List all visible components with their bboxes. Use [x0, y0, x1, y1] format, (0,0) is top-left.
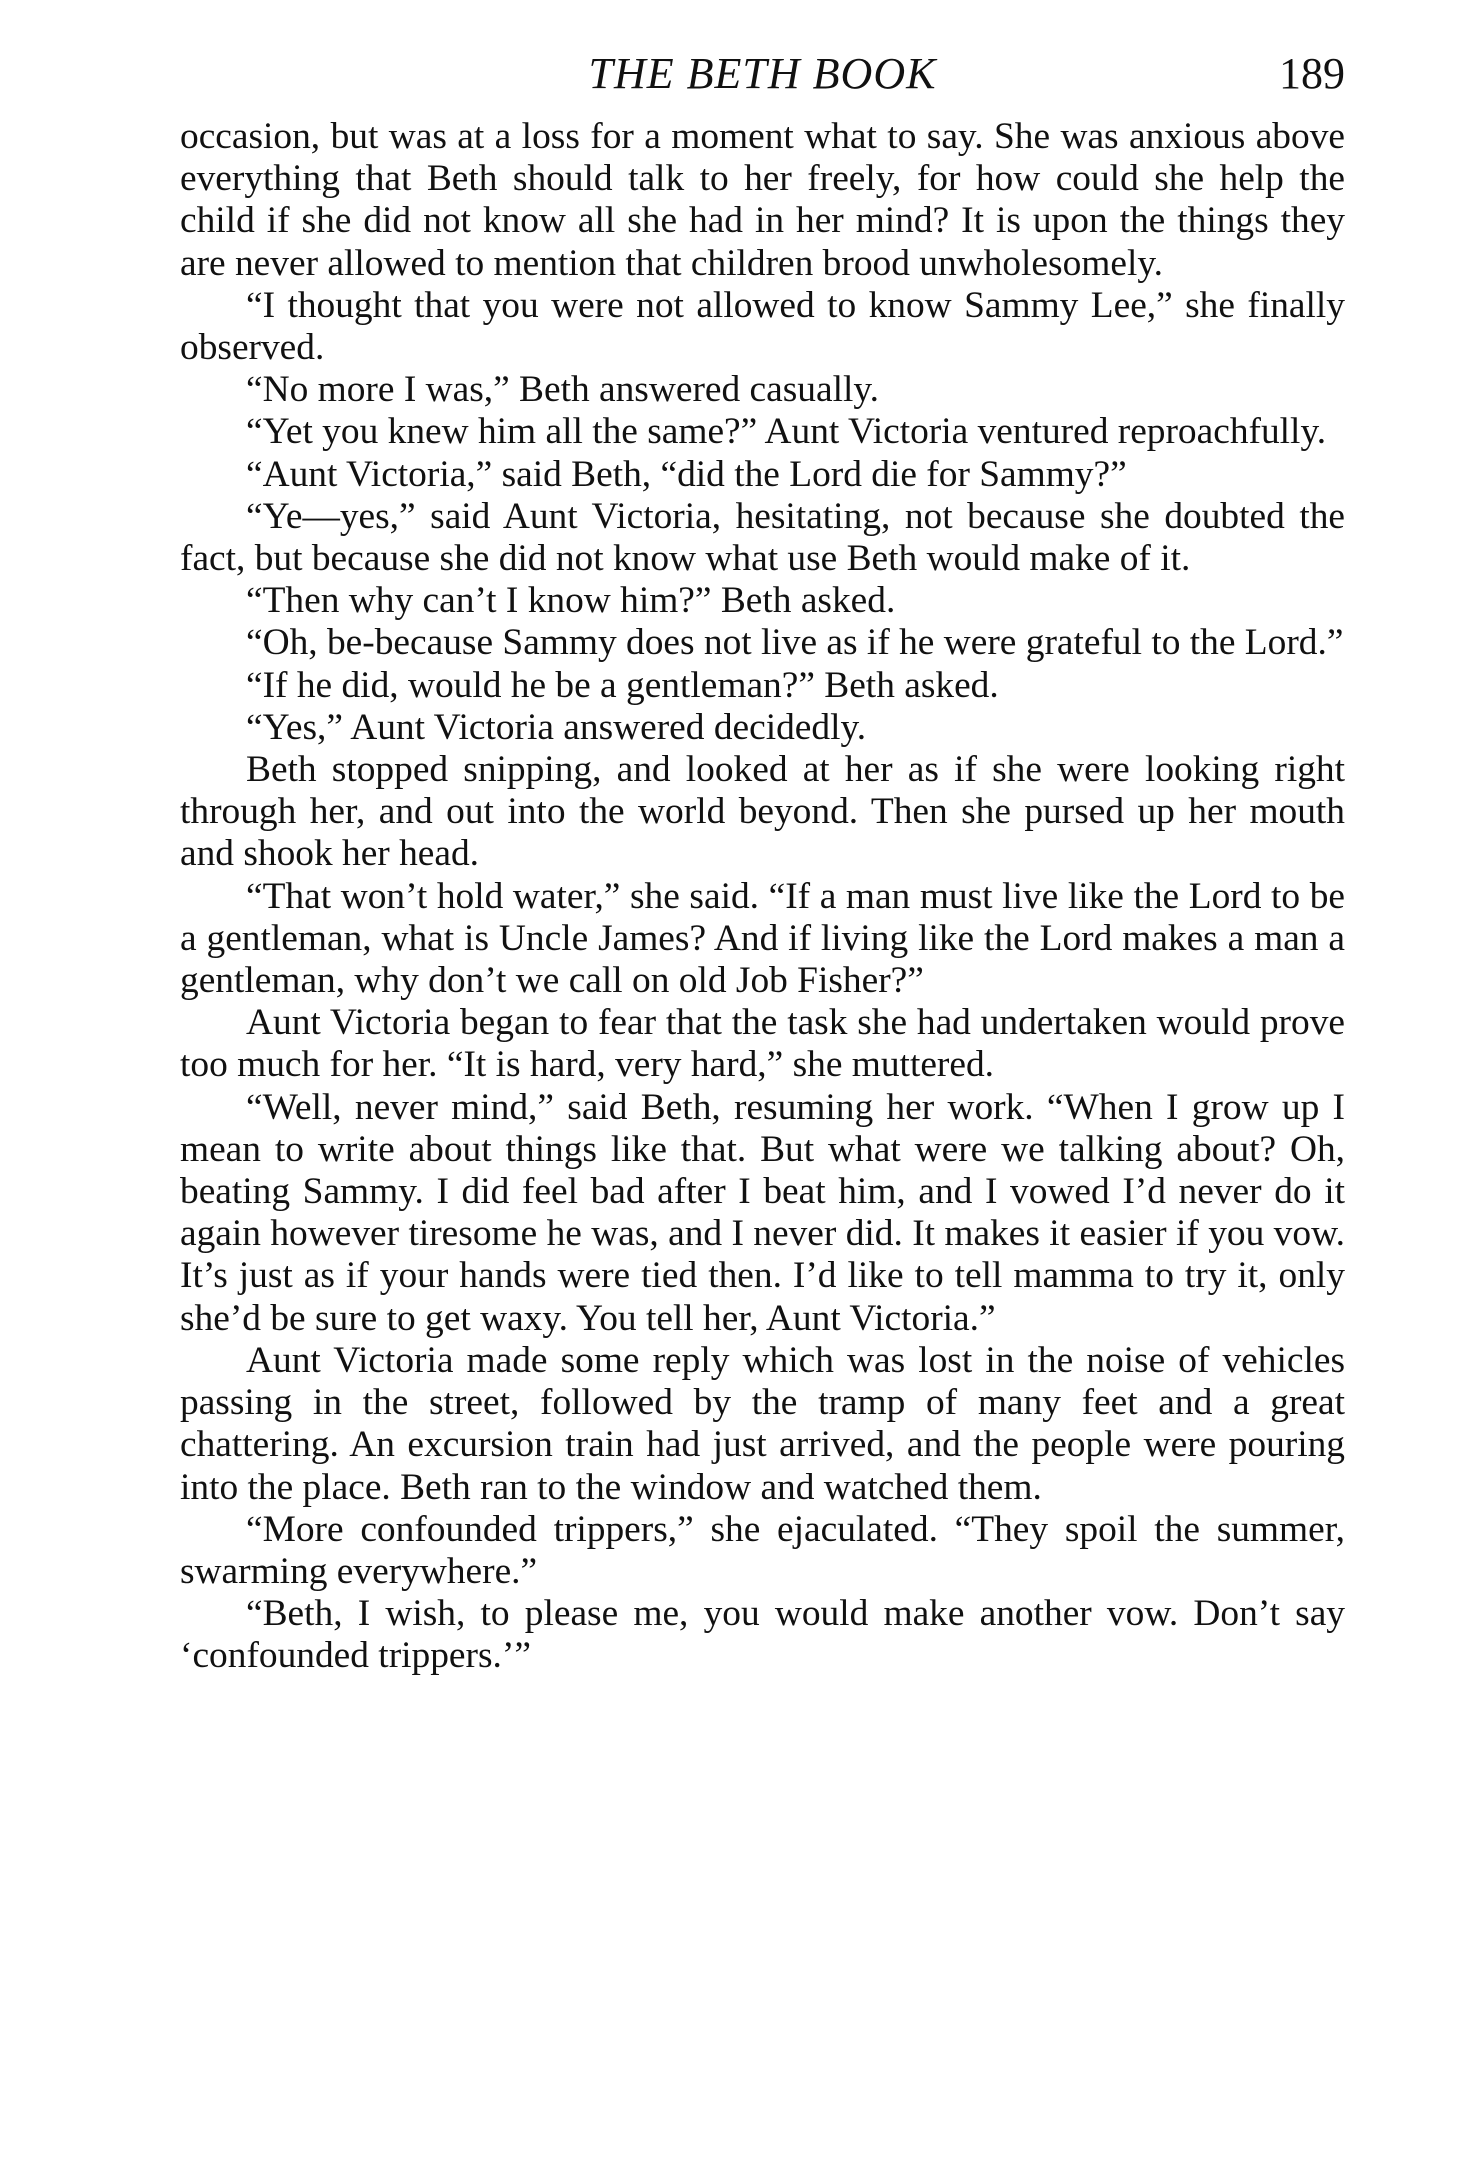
paragraph: “Well, never mind,” said Beth, resuming her work. “When I grow up I mean to write about things like that. But what were we talking about? Oh, beating Sammy. I did feel bad after I beat him, and I vowed I’d never do it again however tiresome he was, and I never did. It makes it easier if you vow. It’s just as if your hands were tied then. I’d like to tell mamma to try it, only she’d be sure to get waxy. You tell her, Aunt Victoria.”: [180, 1086, 1345, 1339]
paragraph: “Oh, be-because Sammy does not live as if he were grateful to the Lord.”: [246, 622, 1344, 664]
paragraph: “Ye—yes,” said Aunt Victoria, hesitating, not because she doubted the fact, but because she did not know what use Beth would make of it.: [180, 495, 1345, 580]
paragraph: Beth stopped snipping, and looked at her as if she were looking right through her, and out into the world beyond. Then she pursed up her mouth and shook her head.: [180, 749, 1345, 875]
running-head: [180, 44, 1345, 104]
paragraph: “I thought that you were not allowed to know Sammy Lee,” she finally observed.: [180, 284, 1345, 369]
paragraph: Aunt Victoria began to fear that the task she had undertaken would prove too much for her. “It is hard, very hard,” she muttered.: [180, 1002, 1345, 1086]
paragraph: “Beth, I wish, to please me, you would make another vow. Don’t say ‘confounded trippers.’”: [180, 1593, 1345, 1677]
paragraph: “Yes,” Aunt Victoria answered decidedly.: [246, 706, 867, 748]
paragraph: occasion, but was at a loss for a moment what to say. She was anxious above everything that Beth should talk to her freely, for how could she help the child if she did not know all she had in her mind? It is upon the things they are never allowed to mention that children brood unwholesomely.: [180, 116, 1345, 284]
paragraph: “Yet you knew him all the same?” Aunt Victoria ventured reproachfully.: [246, 411, 1327, 453]
paragraph: “Then why can’t I know him?” Beth asked.: [246, 580, 896, 622]
paragraph: “No more I was,” Beth answered casually.: [246, 369, 879, 411]
paragraph: “Aunt Victoria,” said Beth, “did the Lord die for Sammy?”: [246, 453, 1127, 495]
page-number: 189: [1279, 49, 1345, 98]
paragraph: Aunt Victoria made some reply which was lost in the noise of vehicles passing in the street, followed by the tramp of many feet and a great chattering. An excursion train had just arrived, and the people were pouring into the place. Beth ran to the window and watched them.: [180, 1339, 1345, 1508]
running-title: THE BETH BOOK: [588, 49, 937, 98]
paragraph: “If he did, would he be a gentleman?” Beth asked.: [246, 664, 999, 706]
body-text: [180, 116, 1345, 1678]
paragraph: “That won’t hold water,” she said. “If a man must live like the Lord to be a gentleman, what is Uncle James? And if living like the Lord makes a man a gentleman, why don’t we call on old Job Fisher?”: [180, 875, 1345, 1002]
paragraph: “More confounded trippers,” she ejaculated. “They spoil the summer, swarming everywhere.”: [180, 1508, 1345, 1592]
